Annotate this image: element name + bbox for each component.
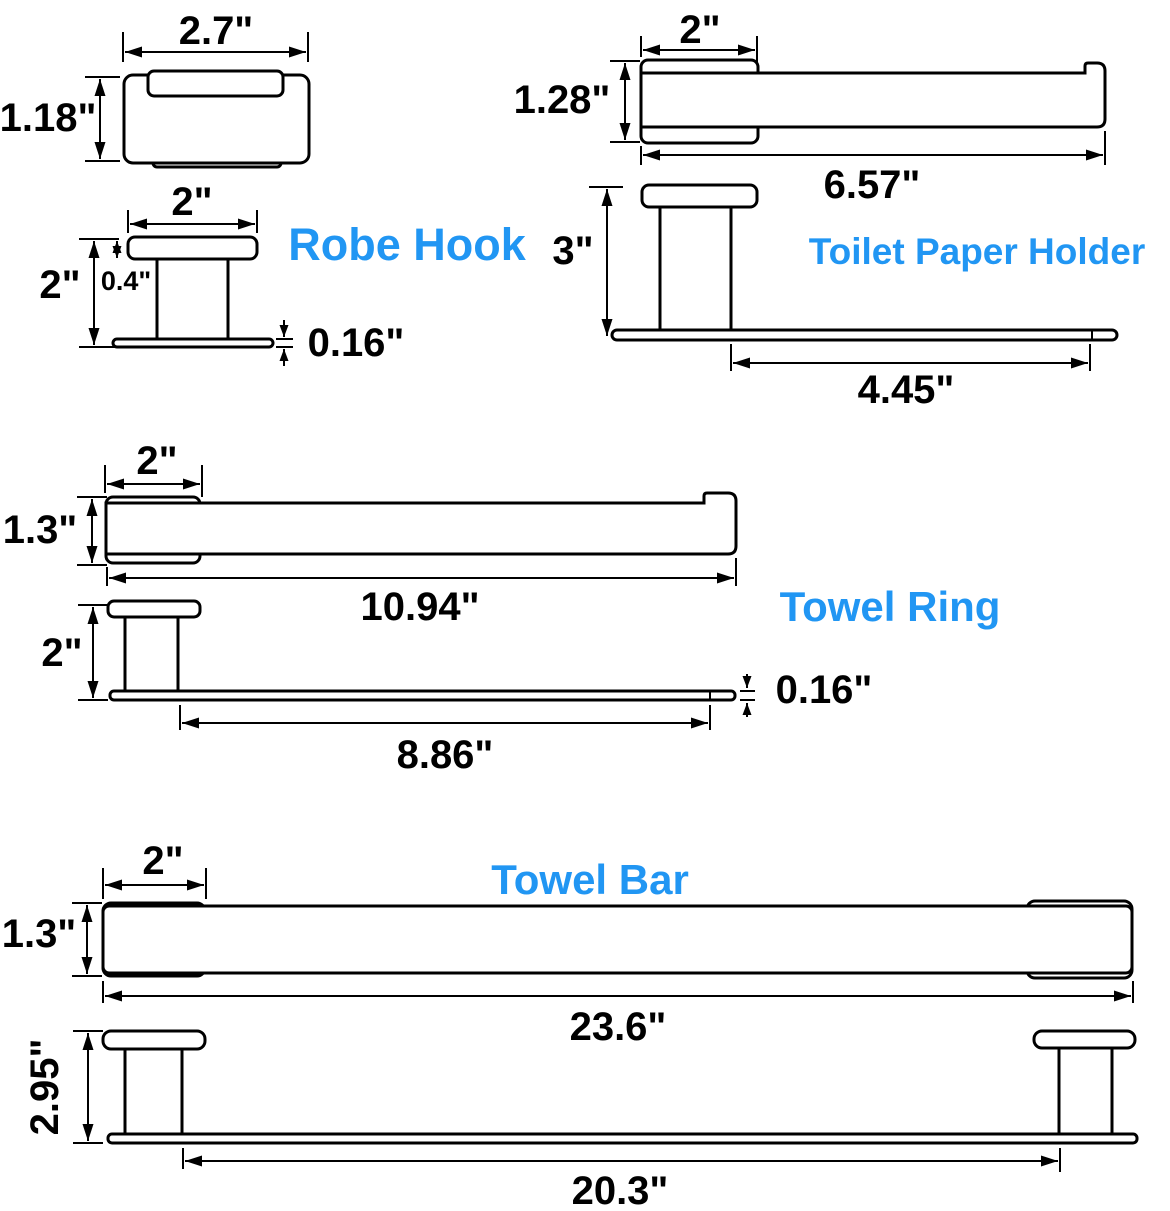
- robe-hook-side-baseplate: [113, 339, 273, 347]
- towel-bar-side-right-cap: [1034, 1031, 1135, 1048]
- robe-hook-cap-thickness-label: 0.4": [100, 266, 152, 296]
- towel-ring-bar-thickness-label: 0.16": [775, 668, 873, 712]
- towel-bar-top-view: [103, 901, 1132, 978]
- towel-ring-side-cap: [108, 601, 200, 617]
- towel-bar-height-dimension: [2, 903, 102, 976]
- towel-ring-depth-dimension: [41, 605, 108, 700]
- tp-holder-depth-label: 3": [552, 229, 594, 273]
- robe-hook-width-label: 2.7": [178, 9, 254, 53]
- towel-ring-section: [3, 439, 1001, 777]
- robe-hook-height-dimension: [0, 77, 120, 161]
- tp-holder-height-dimension: [514, 61, 640, 142]
- towel-bar-title: Towel Bar: [491, 856, 689, 903]
- towel-ring-top-bar: [106, 493, 736, 554]
- towel-bar-length-dimension: [103, 981, 1133, 1049]
- towel-bar-mount-width-label: 2": [142, 839, 184, 883]
- towel-ring-side-bar: [110, 691, 735, 700]
- robe-hook-side-cap: [128, 237, 257, 259]
- towel-bar-height-label: 1.3": [1, 912, 77, 956]
- towel-ring-length-label: 10.94": [360, 585, 480, 629]
- robe-hook-top-notch: [148, 71, 283, 96]
- towel-ring-mount-width-dimension: [105, 439, 202, 497]
- robe-hook-height-label: 1.18": [0, 96, 97, 140]
- towel-bar-mount-width-dimension: [103, 839, 206, 899]
- tp-holder-length-label: 6.57": [823, 163, 921, 207]
- towel-ring-title: Towel Ring: [779, 583, 1001, 630]
- towel-bar-length-label: 23.6": [569, 1005, 667, 1049]
- tp-holder-side-cap: [642, 185, 757, 207]
- toilet-paper-holder-title: Toilet Paper Holder: [808, 231, 1146, 272]
- towel-ring-bar-length-label: 8.86": [396, 733, 494, 777]
- towel-ring-depth-label: 2": [41, 631, 83, 675]
- towel-ring-bar-length-dimension: [180, 705, 710, 777]
- towel-ring-mount-width-label: 2": [136, 439, 178, 483]
- towel-ring-top-view: [106, 493, 736, 563]
- towel-bar-side-left-cap: [103, 1031, 205, 1049]
- robe-hook-width-dimension: [123, 9, 308, 62]
- robe-hook-base-thickness-dimension: [276, 320, 404, 366]
- robe-hook-section: [0, 9, 527, 366]
- towel-bar-side-height-dimension: [23, 1031, 103, 1143]
- robe-hook-top-view: [124, 71, 309, 167]
- tp-holder-bar-length-label: 4.45": [857, 368, 955, 412]
- robe-hook-title: Robe Hook: [288, 219, 526, 270]
- robe-hook-total-height-label: 2": [39, 263, 81, 307]
- towel-bar-side-bar: [108, 1134, 1137, 1143]
- towel-bar-post-spacing-dimension: [183, 1148, 1060, 1211]
- tp-holder-top-bar: [641, 63, 1105, 127]
- robe-hook-cap-width-dimension: [128, 180, 257, 233]
- towel-bar-section: [2, 839, 1137, 1211]
- robe-hook-base-thickness-label: 0.16": [307, 321, 405, 365]
- towel-bar-side-height-label: 2.95": [23, 1038, 67, 1136]
- tp-holder-side-bar: [612, 330, 1117, 340]
- robe-hook-cap-width-label: 2": [171, 180, 213, 224]
- towel-bar-top-bar: [103, 906, 1132, 973]
- towel-bar-post-spacing-label: 20.3": [571, 1169, 669, 1211]
- toilet-paper-holder-section: [514, 8, 1146, 412]
- tp-holder-mount-width-label: 2": [679, 8, 721, 52]
- tp-holder-depth-dimension: [552, 187, 623, 336]
- towel-ring-height-label: 1.3": [2, 508, 78, 552]
- towel-ring-bar-thickness-dimension: [740, 668, 872, 717]
- tp-holder-bar-length-dimension: [731, 344, 1090, 412]
- tp-holder-mount-width-dimension: [641, 8, 757, 64]
- toilet-paper-holder-top-view: [641, 60, 1105, 143]
- towel-ring-length-dimension: [107, 558, 736, 629]
- towel-ring-height-dimension: [3, 497, 107, 565]
- tp-holder-height-label: 1.28": [513, 78, 611, 122]
